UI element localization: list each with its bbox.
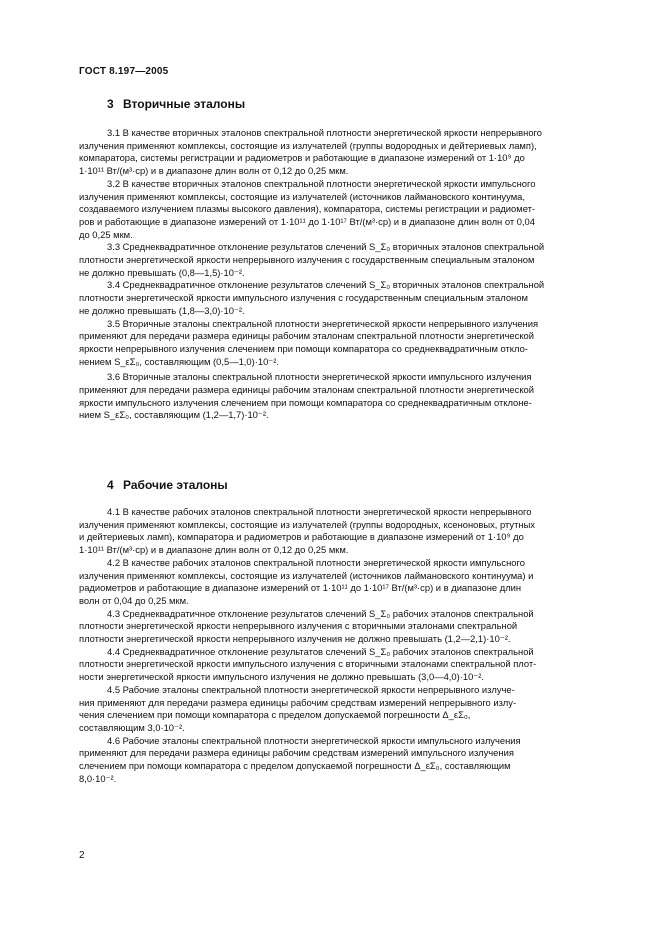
- paragraph: [79, 178, 597, 242]
- text-line: 3.5 Вторичные эталоны спектральной плотности энергетической яркости непрерывного излучения: [107, 317, 539, 329]
- text-line: нием S_εΣ₀, составляющим (1,2—1,7)·10⁻².: [79, 409, 269, 421]
- text-line: 3.3 Среднеквадратичное отклонение результатов слечений S_Σ₀ вторичных эталонов спектральной: [107, 241, 545, 253]
- text-line: излучения применяют комплексы, состоящие из излучателей (группы водородных, ксеноновых, ртутных: [79, 518, 535, 530]
- section-title-text: Вторичные эталоны: [123, 97, 246, 111]
- section-4-title: [107, 478, 228, 492]
- paragraph: [79, 735, 597, 786]
- text-line: плотности энергетической яркости импульсного излучения с государственным специальным эталоном: [79, 292, 528, 304]
- text-line: яркости непрерывного излучения слечением при помощи компаратора со среднеквадратичным откло-: [79, 342, 528, 354]
- text-line: чения слечением при помощи компаратора с пределом допускаемой погрешности Δ_εΣ₀,: [79, 709, 471, 721]
- text-line: до 0,25 мкм.: [79, 228, 133, 240]
- paragraph: [79, 608, 597, 646]
- text-line: составляющим 3,0·10⁻².: [79, 721, 185, 733]
- text-line: 4.4 Среднеквадратичное отклонение результатов слечений S_Σ₀ рабочих эталонов спектральной: [107, 645, 534, 657]
- paragraph: [79, 371, 597, 422]
- document-header: ГОСТ 8.197—2005: [79, 66, 169, 77]
- paragraph: [79, 557, 597, 608]
- text-line: плотности энергетической яркости непрерывного излучения не должно превышать (1,2—2,1)·10⁻².: [79, 633, 511, 645]
- text-line: 3.2 В качестве вторичных эталонов спектральной плотности энергетической яркости импульсного: [107, 177, 536, 189]
- paragraph: [79, 127, 597, 178]
- text-line: применяют для передачи размера единицы рабочим средствам измерений импульсного излучения: [79, 747, 514, 759]
- paragraph: [79, 506, 597, 557]
- text-line: плотности энергетической яркости импульсного излучения с вторичными эталонами спектральной плот-: [79, 658, 537, 670]
- section-4-body: [79, 506, 597, 785]
- text-line: ров и работающие в диапазоне измерений от 1·10¹¹ до 1·10¹⁷ Вт/(м³·ср) и в диапазоне длин волн от 0,04: [79, 215, 535, 227]
- paragraph: [79, 318, 597, 369]
- text-line: плотности энергетической яркости непрерывного излучения с государственным специальным эталоном: [79, 254, 535, 266]
- section-3-body: [79, 127, 597, 422]
- text-line: нением S_εΣ₀, составляющим (0,5—1,0)·10⁻².: [79, 355, 279, 367]
- text-line: не должно превышать (0,8—1,5)·10⁻².: [79, 266, 245, 278]
- text-line: 4.3 Среднеквадратичное отклонение результатов слечений S_Σ₀ рабочих эталонов спектральной: [107, 607, 534, 619]
- text-line: слечением при помощи компаратора с пределом допускаемой погрешности Δ_εΣ₀, составляющим: [79, 760, 511, 772]
- text-line: 4.6 Рабочие эталоны спектральной плотности энергетической яркости импульсного излучения: [107, 734, 521, 746]
- text-line: ния применяют для передачи размера единицы рабочим средствам измерений непрерывного излу-: [79, 696, 517, 708]
- text-line: 4.5 Рабочие эталоны спектральной плотности энергетической яркости непрерывного излуче-: [107, 683, 515, 695]
- page-number: 2: [79, 850, 85, 861]
- text-line: 3.4 Среднеквадратичное отклонение результатов слечений S_Σ₀ вторичных эталонов спектральной: [107, 279, 545, 291]
- text-line: 1·10¹¹ Вт/(м³·ср) и в диапазоне длин волн от 0,12 до 0,25 мкм.: [79, 544, 349, 556]
- section-number: 3: [107, 97, 114, 111]
- text-line: применяют для передачи размера единицы рабочим эталонам спектральной плотности энергетической: [79, 330, 534, 342]
- paragraph: [79, 684, 597, 735]
- text-line: радиометров и работающие в диапазоне измерений от 1·10¹¹ до 1·10¹⁷ Вт/(м³·ср) и в диапазоне длин: [79, 582, 522, 594]
- text-line: 3.6 Вторичные эталоны спектральной плотности энергетической яркости импульсного излучения: [107, 371, 532, 383]
- text-line: 8,0·10⁻².: [79, 772, 117, 784]
- paragraph: [79, 241, 597, 279]
- text-line: 4.1 В качестве рабочих эталонов спектральной плотности энергетической яркости непрерывного: [107, 506, 532, 517]
- text-line: и дейтериевых ламп), компаратора и радиометров и работающие в диапазоне измерений от 1·10⁹ до: [79, 531, 524, 543]
- text-line: излучения применяют комплексы, состоящие из излучателей (источников лаймановского континуума) и: [79, 569, 534, 581]
- paragraph: [79, 279, 597, 317]
- section-3-title: [107, 97, 245, 111]
- text-line: 4.2 В качестве рабочих эталонов спектральной плотности энергетической яркости импульсного: [107, 556, 525, 568]
- text-line: излучения применяют комплексы, состоящие из излучателей (группы водородных и дейтериевых ламп),: [79, 139, 537, 151]
- paragraph: [79, 646, 597, 684]
- text-line: излучения применяют комплексы, состоящие из излучателей (источников лаймановского континуума,: [79, 190, 525, 202]
- text-line: волн от 0,04 до 0,25 мкм.: [79, 594, 189, 606]
- text-line: создаваемого излучением плазмы высокого давления), компаратора, системы регистрации и радиомет-: [79, 203, 536, 215]
- text-line: 1·10¹¹ Вт/(м³·ср) и в диапазоне длин волн от 0,12 до 0,25 мкм.: [79, 165, 349, 177]
- text-line: 3.1 В качестве вторичных эталонов спектральной плотности энергетической яркости непрерывного: [107, 127, 542, 138]
- section-title-text: Рабочие эталоны: [123, 478, 228, 492]
- text-line: компаратора, системы регистрации и радиометров и работающие в диапазоне измерений от 1·10⁹ до: [79, 152, 525, 164]
- section-number: 4: [107, 478, 114, 492]
- text-line: плотности энергетической яркости непрерывного излучения с вторичными эталонами спектральной: [79, 620, 518, 632]
- text-line: яркости импульсного излучения слечением при помощи компаратора со среднеквадратичным отклоне-: [79, 396, 532, 408]
- text-line: ности энергетической яркости импульсного излучения не должно превышать (3,0—4,0)·10⁻².: [79, 671, 484, 683]
- text-line: применяют для передачи размера единицы рабочим эталонам спектральной плотности энергетической: [79, 384, 534, 396]
- text-line: не должно превышать (1,8—3,0)·10⁻².: [79, 304, 245, 316]
